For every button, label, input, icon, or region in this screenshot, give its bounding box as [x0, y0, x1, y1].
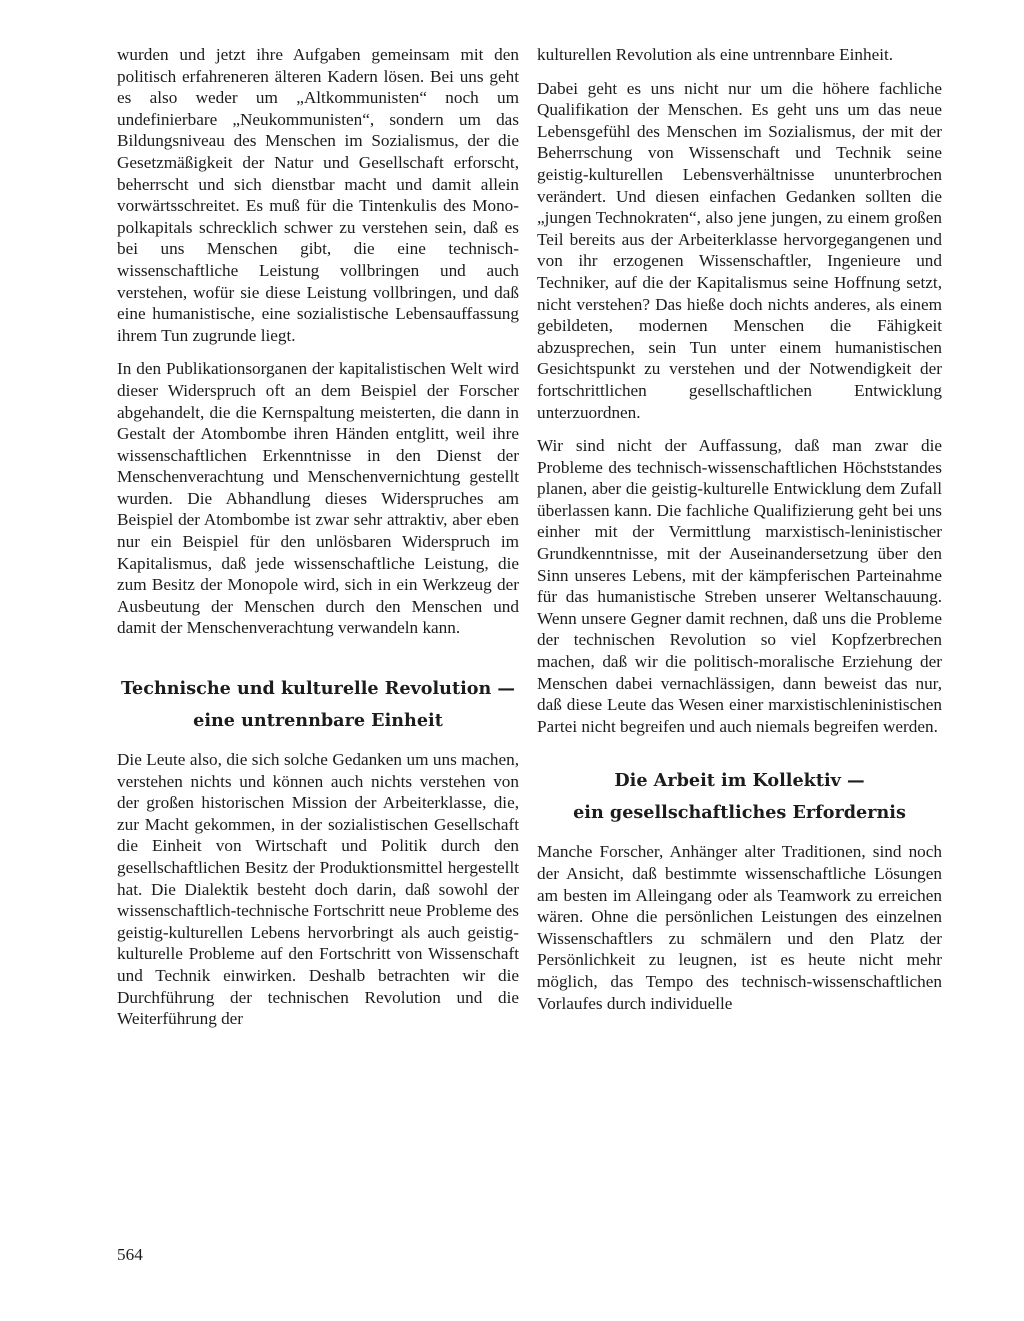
- section-heading-revolution-line1: Technische und kulturelle Revolution —: [120, 678, 516, 700]
- paragraph-publications: In den Publikationsorganen der kapitalistischen Welt wird dieser Widerspruch oft an dem Beispiel der Forscher abgehandelt, die die Kernspaltung meisterten, die dann in Gestalt der Atombombe ihren Händen entglitt, weil ihre wissenschaftlichen Erkenntnisse in den Dienst der Menschenverachtung und Menschenvernichtung gestellt wurden. Die Abhandlung dieses Widerspruches am Beispiel der Atombombe ist zwar sehr attraktiv, aber eben nur ein Beispiel für den unlösbaren Widerspruch im Kapitalismus, daß jede wissenschaftliche Leistung, die zum Besitz der Monopole wird, sich in ein Werkzeug der Ausbeutung der Menschen durch den Menschen und damit der Menschenverachtung verwandeln kann.: [117, 359, 519, 638]
- section-heading-collective: [537, 765, 942, 829]
- section-heading-revolution-line2: eine untrennbare Einheit: [193, 710, 443, 732]
- paragraph-researchers: Manche Forscher, Anhänger alter Traditionen, sind noch der Ansicht, daß bestimmte wissenschaftliche Lösungen am besten im Alleingang oder als Teamwork zu erreichen wären. Ohne die persönlichen Leistungen des einzelnen Wissenschaftlers zu schmälern und den Platz der Persönlichkeit zu leugnen, ist es heute nicht mehr möglich, das Tempo des technisch-wissenschaftlichen Vorlaufes durch individuelle: [537, 842, 942, 1013]
- paragraph-dialectics: Die Leute also, die sich solche Gedanken um uns machen, verstehen nichts und können auch nichts verstehen von der großen historischen Mission der Arbeiterklasse, die, zur Macht gekommen, in der sozialistischen Gesellschaft die Einheit von Wirtschaft und Politik durch den gesellschaftlichen Besitz der Produktionsmittel hergestellt hat. Die Dialektik besteht doch darin, daß sowohl der wissenschaftlich-technische Fortschritt neue Probleme des geistig-kulturellen Lebens hervorbringt als auch geistigkulturelle Probleme auf den Fortschritt von Wissenschaft und Technik einwirken. Deshalb betrachten wir die Durchführung der technischen Revolution und die Weiterführung der: [117, 750, 519, 1029]
- paragraph-planning: Wir sind nicht der Auffassung, daß man zwar die Probleme des technisch-wissenschaftlichen Höchststandes planen, aber die geistig-kulturelle Entwicklung dem Zufall überlassen kann. Die fachliche Qualifizierung geht bei uns einher mit der Vermittlung marxistisch-leninistischer Grundkenntnisse, mit der Auseinandersetzung über den Sinn unseres Lebens, mit der kämpferischen Parteinahme für das humanistische Streben unserer Weltanschauung. Wenn unsere Gegner damit rechnen, daß uns die Probleme der technischen Revolution so viel Kopfzerbrechen machen, daß wir die politisch-moralische Erziehung der Menschen dabei vernachlässigen, dann beweist das nur, daß diese Leute das Wesen einer marxistischleninistischen Partei nicht begreifen und auch niemals begreifen werden.: [537, 436, 942, 736]
- paragraph-cadres: wurden und jetzt ihre Aufgaben gemeinsam mit den politisch erfahreneren älteren Kadern lösen. Bei uns geht es also weder um „Altkommunisten“ noch um undefinierbare „Neukommunisten“, sondern um das Bildungsniveau des Menschen im Sozialismus, der die Gesetzmäßigkeit der Natur und Gesellschaft erforscht, beherrscht und sich dienstbar macht und damit allein vorwärtsschreitet. Es muß für die Tintenkulis des Monopolkapitals schrecklich schwer zu verstehen sein, daß es bei uns Menschen gibt, die eine technisch-wissenschaftliche Leistung vollbringen und auch verstehen, wofür sie diese Leistung vollbringen, und daß eine humanistische, eine sozialistische Lebensauffassung ihrem Tun zugrunde liegt.: [117, 45, 519, 345]
- paragraph-unity: kulturellen Revolution als eine untrennbare Einheit.: [537, 45, 894, 64]
- left-column: [117, 44, 519, 1042]
- section-heading-revolution: [117, 673, 519, 737]
- right-column: [537, 44, 942, 1026]
- section-heading-collective-line1: Die Arbeit im Kollektiv —: [614, 770, 865, 792]
- section-heading-collective-line2: ein gesellschaftliches Erfordernis: [573, 802, 906, 824]
- page-number: 564: [117, 1245, 143, 1264]
- paragraph-qualification: Dabei geht es uns nicht nur um die höhere fachliche Qualifikation der Menschen. Es geht uns um das neue Lebensgefühl des Menschen im Sozialismus, der mit der Beherrschung von Wissenschaft und Technik seine geistig-kulturellen Lebensverhältnisse ununterbrochen verändert. Und diesen einfachen Gedanken sollten die „jungen Technokraten“, also jene jungen, zu einem großen Teil bereits aus der Arbeiterklasse hervorgegangenen und von ihr erzogenen Wissenschaftler, Ingenieure und Techniker, auf die der Kapitalismus seine Hoffnung setzt, nicht verstehen? Das hieße doch nichts anderes, als einem gebildeten, modernen Menschen die Fähigkeit abzusprechen, sein Tun unter einem humanistischen Gesichtspunkt zu verstehen und der Notwendigkeit der fortschrittlichen gesellschaftlichen Entwicklung unterzuordnen.: [537, 78, 942, 422]
